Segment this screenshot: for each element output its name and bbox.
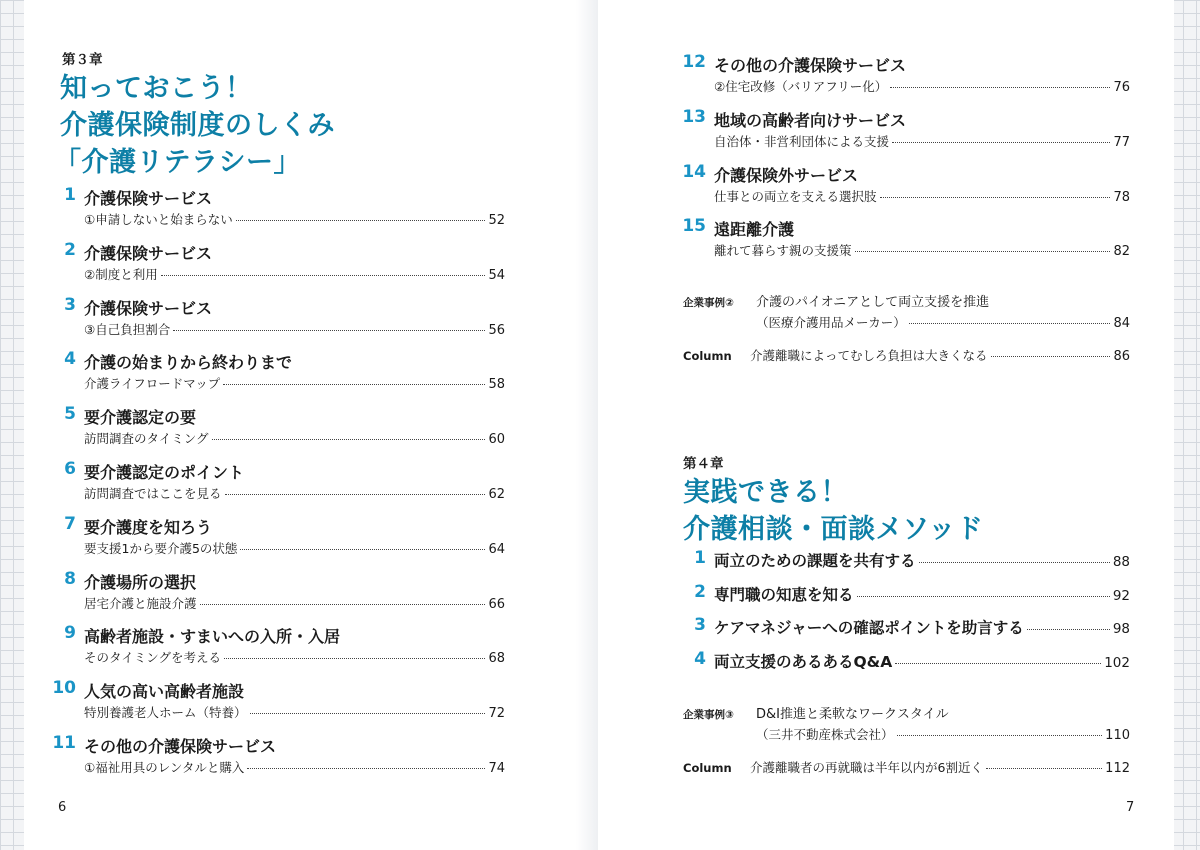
gutter: [576, 0, 600, 850]
entry-number: 1: [64, 185, 76, 205]
entry-title: 両立支援のあるあるQ&A: [714, 652, 893, 671]
leader-dots: [986, 768, 1102, 769]
chapter-3-label: 第３章: [62, 52, 103, 68]
entry-title: 両立のための課題を共有する: [714, 552, 916, 570]
entry-title: 介護保険サービス: [84, 298, 213, 318]
chapter-3-title-line: 介護保険制度のしくみ: [60, 110, 335, 141]
toc-entry[interactable]: [680, 615, 1130, 641]
case-study-line[interactable]: [756, 313, 1130, 331]
column-label: Column: [683, 761, 732, 775]
leader-dots: [161, 275, 486, 276]
page-ref: 92: [1112, 587, 1130, 604]
entry-subtitle: 自治体・非営利団体による支援: [714, 133, 890, 149]
column-label: Column: [683, 349, 732, 363]
entry-title: 遠距離介護: [714, 220, 795, 240]
page-ref: 60: [488, 432, 505, 448]
entry-number: 8: [64, 568, 76, 589]
entry-title: 介護の始まりから終わりまで: [84, 353, 293, 373]
toc-entry[interactable]: [50, 678, 505, 722]
leader-dots: [991, 356, 1111, 357]
chapter-4-title-line: 実践できる！: [683, 477, 848, 508]
leader-dots: [890, 87, 1110, 88]
entry-title: 専門職の知恵を知る: [714, 585, 854, 604]
entry-number: 2: [694, 581, 706, 602]
leader-dots: [855, 251, 1111, 252]
page-ref: 86: [1113, 349, 1130, 364]
entry-subtitle: 要支援1から要介護5の状態: [84, 540, 238, 556]
entry-subtitle: ①申請しないと始まらない: [84, 212, 233, 227]
leader-dots: [897, 735, 1103, 736]
leader-dots: [909, 323, 1111, 324]
entry-subtitle-line: [84, 374, 505, 392]
toc-entry[interactable]: [50, 404, 505, 448]
entry-title: その他の介護保険サービス: [84, 737, 277, 756]
entry-subtitle: ②制度と利用: [84, 266, 158, 282]
entry-subtitle-line: [84, 210, 505, 228]
toc-entry[interactable]: [50, 459, 505, 503]
entry-subtitle-line: [84, 539, 505, 557]
case-study-title[interactable]: D&I推進と柔軟なワークスタイル: [756, 707, 949, 722]
entry-subtitle: 仕事との両立を支える選択肢: [714, 188, 877, 204]
page-ref: 62: [488, 487, 505, 502]
page-number-right: 7: [1126, 800, 1135, 815]
entry-number: 10: [52, 678, 76, 699]
leader-dots: [250, 713, 486, 714]
page-ref: 68: [488, 651, 505, 667]
leader-dots: [857, 596, 1110, 597]
toc-entry[interactable]: [680, 107, 1130, 151]
page-ref: 72: [488, 706, 505, 722]
case-study-company: （三井不動産株式会社）: [756, 727, 894, 742]
entry-subtitle: 訪問調査のタイミング: [84, 431, 209, 447]
page-ref: 56: [488, 322, 505, 338]
page-ref: 64: [488, 541, 505, 557]
page-ref: 74: [488, 761, 505, 776]
entry-title: 介護保険サービス: [84, 189, 213, 208]
entry-subtitle: ③自己負担割合: [84, 321, 171, 337]
page-ref: 82: [1113, 244, 1130, 260]
page-ref: 84: [1113, 316, 1130, 331]
toc-entry[interactable]: [680, 582, 1130, 608]
leader-dots: [247, 768, 485, 769]
page-ref: 112: [1105, 761, 1130, 776]
toc-entry[interactable]: [50, 514, 505, 558]
leader-dots: [895, 663, 1101, 664]
entry-number: 13: [682, 106, 706, 127]
leader-dots: [212, 439, 486, 440]
entry-subtitle: ②住宅改修（バリアフリー化）: [714, 79, 888, 94]
page-ref: 52: [488, 213, 505, 228]
entry-subtitle: そのタイミングを考える: [84, 650, 222, 666]
entry-subtitle-line: [84, 758, 505, 776]
entry-line: [714, 616, 1130, 638]
entry-line: [714, 583, 1130, 605]
entry-subtitle-line: [84, 703, 505, 721]
toc-entry[interactable]: [50, 733, 505, 777]
case-study-label: 企業事例③: [683, 709, 734, 721]
entry-number: 7: [64, 513, 76, 534]
entry-subtitle-line: [84, 484, 505, 502]
page-ref: 98: [1112, 621, 1130, 637]
leader-dots: [236, 220, 486, 221]
entry-title: 介護場所の選択: [84, 572, 197, 592]
chapter-4-title: [683, 474, 983, 548]
entry-number: 5: [64, 404, 76, 425]
entry-subtitle-line: [714, 187, 1130, 205]
entry-title: その他の介護保険サービス: [714, 56, 907, 75]
page-ref: 110: [1105, 728, 1130, 743]
leader-dots: [240, 549, 485, 550]
chapter-4-title-line: 介護相談・面談メソッド: [683, 514, 984, 545]
page-ref: 78: [1113, 189, 1130, 205]
entry-title: 介護保険外サービス: [714, 165, 859, 185]
toc-entry[interactable]: [50, 295, 505, 339]
chapter-3-title-line: 「介護リテラシー」: [54, 147, 301, 178]
page-ref: 76: [1113, 80, 1130, 95]
page-ref: 66: [488, 596, 505, 612]
page-ref: 58: [488, 377, 505, 393]
entry-title: 要介護認定のポイント: [84, 463, 245, 482]
entry-number: 6: [64, 459, 76, 479]
entry-number: 14: [682, 161, 706, 182]
entry-title: 地域の高齢者向けサービス: [714, 110, 907, 130]
leader-dots: [225, 494, 486, 495]
page-number-left: 6: [58, 800, 67, 815]
leader-dots: [200, 604, 486, 605]
entry-subtitle: 居宅介護と施設介護: [84, 595, 197, 611]
entry-subtitle: ①福祉用具のレンタルと購入: [84, 760, 245, 775]
entry-subtitle: 介護ライフロードマップ: [84, 376, 221, 392]
toc-entry[interactable]: [50, 349, 505, 393]
entry-number: 9: [64, 623, 76, 644]
entry-subtitle-line: [714, 77, 1130, 95]
column-line[interactable]: [750, 346, 1130, 364]
toc-entry[interactable]: [680, 52, 1130, 96]
entry-number: 3: [64, 294, 76, 315]
entry-title: 介護保険サービス: [84, 243, 213, 263]
entry-number: 3: [694, 615, 706, 635]
entry-subtitle-line: [714, 241, 1130, 259]
entry-title: 要介護認定の要: [84, 408, 197, 428]
chapter-3-title: [54, 70, 335, 181]
entry-subtitle: 訪問調査ではここを見る: [84, 486, 222, 501]
entry-number: 11: [52, 733, 76, 753]
entry-subtitle-line: [84, 429, 505, 447]
page-ref: 54: [488, 267, 505, 283]
entry-number: 1: [694, 548, 706, 568]
entry-subtitle: 特別養護老人ホーム（特養）: [84, 705, 247, 721]
toc-entry[interactable]: [680, 548, 1130, 574]
entry-line: [714, 650, 1130, 672]
entry-subtitle-line: [84, 320, 505, 338]
toc-entry[interactable]: [50, 623, 505, 667]
leader-dots: [173, 330, 485, 331]
chapter-4-label: 第４章: [683, 456, 724, 472]
page-ref: 88: [1112, 554, 1130, 570]
entry-title: 要介護度を知ろう: [84, 517, 213, 537]
entry-number: 12: [682, 52, 706, 72]
toc-entry[interactable]: [680, 649, 1130, 675]
entry-number: 2: [64, 239, 76, 260]
entry-subtitle-line: [84, 648, 505, 666]
toc-entry[interactable]: [680, 162, 1130, 206]
leader-dots: [223, 384, 485, 385]
toc-entry[interactable]: [50, 569, 505, 613]
entry-subtitle: 離れて暮らす親の支援策: [714, 243, 852, 259]
entry-line: [714, 549, 1130, 571]
leader-dots: [892, 142, 1110, 143]
page-ref: 102: [1104, 654, 1130, 671]
entry-subtitle-line: [84, 594, 505, 612]
toc-entry[interactable]: [680, 216, 1130, 260]
leader-dots: [880, 197, 1111, 198]
case-study-title[interactable]: 介護のパイオニアとして両立支援を推進: [756, 295, 990, 310]
entry-number: 15: [682, 216, 706, 237]
case-study-label: 企業事例②: [683, 297, 734, 309]
entry-subtitle-line: [84, 265, 505, 283]
entry-number: 4: [64, 349, 76, 370]
column-title: 介護離職者の再就職は半年以内が6割近く: [750, 760, 983, 775]
entry-title: 高齢者施設・すまいへの入所・入居: [84, 627, 341, 647]
chapter-3-title-line: 知っておこう！: [60, 73, 253, 104]
case-study-company: （医療介護用品メーカー）: [756, 315, 906, 330]
leader-dots: [919, 562, 1110, 563]
entry-subtitle-line: [714, 132, 1130, 150]
column-line[interactable]: [750, 758, 1130, 776]
entry-number: 4: [694, 648, 706, 669]
toc-entry[interactable]: [50, 185, 505, 229]
entry-title: 人気の高い高齢者施設: [84, 682, 245, 702]
entry-title: ケアマネジャーへの確認ポイントを助言する: [714, 619, 1024, 637]
case-study-line[interactable]: [756, 725, 1130, 743]
leader-dots: [224, 658, 485, 659]
page-ref: 77: [1113, 134, 1130, 150]
toc-entry[interactable]: [50, 240, 505, 284]
leader-dots: [1027, 629, 1110, 630]
column-title: 介護離職によってむしろ負担は大きくなる: [750, 348, 988, 363]
